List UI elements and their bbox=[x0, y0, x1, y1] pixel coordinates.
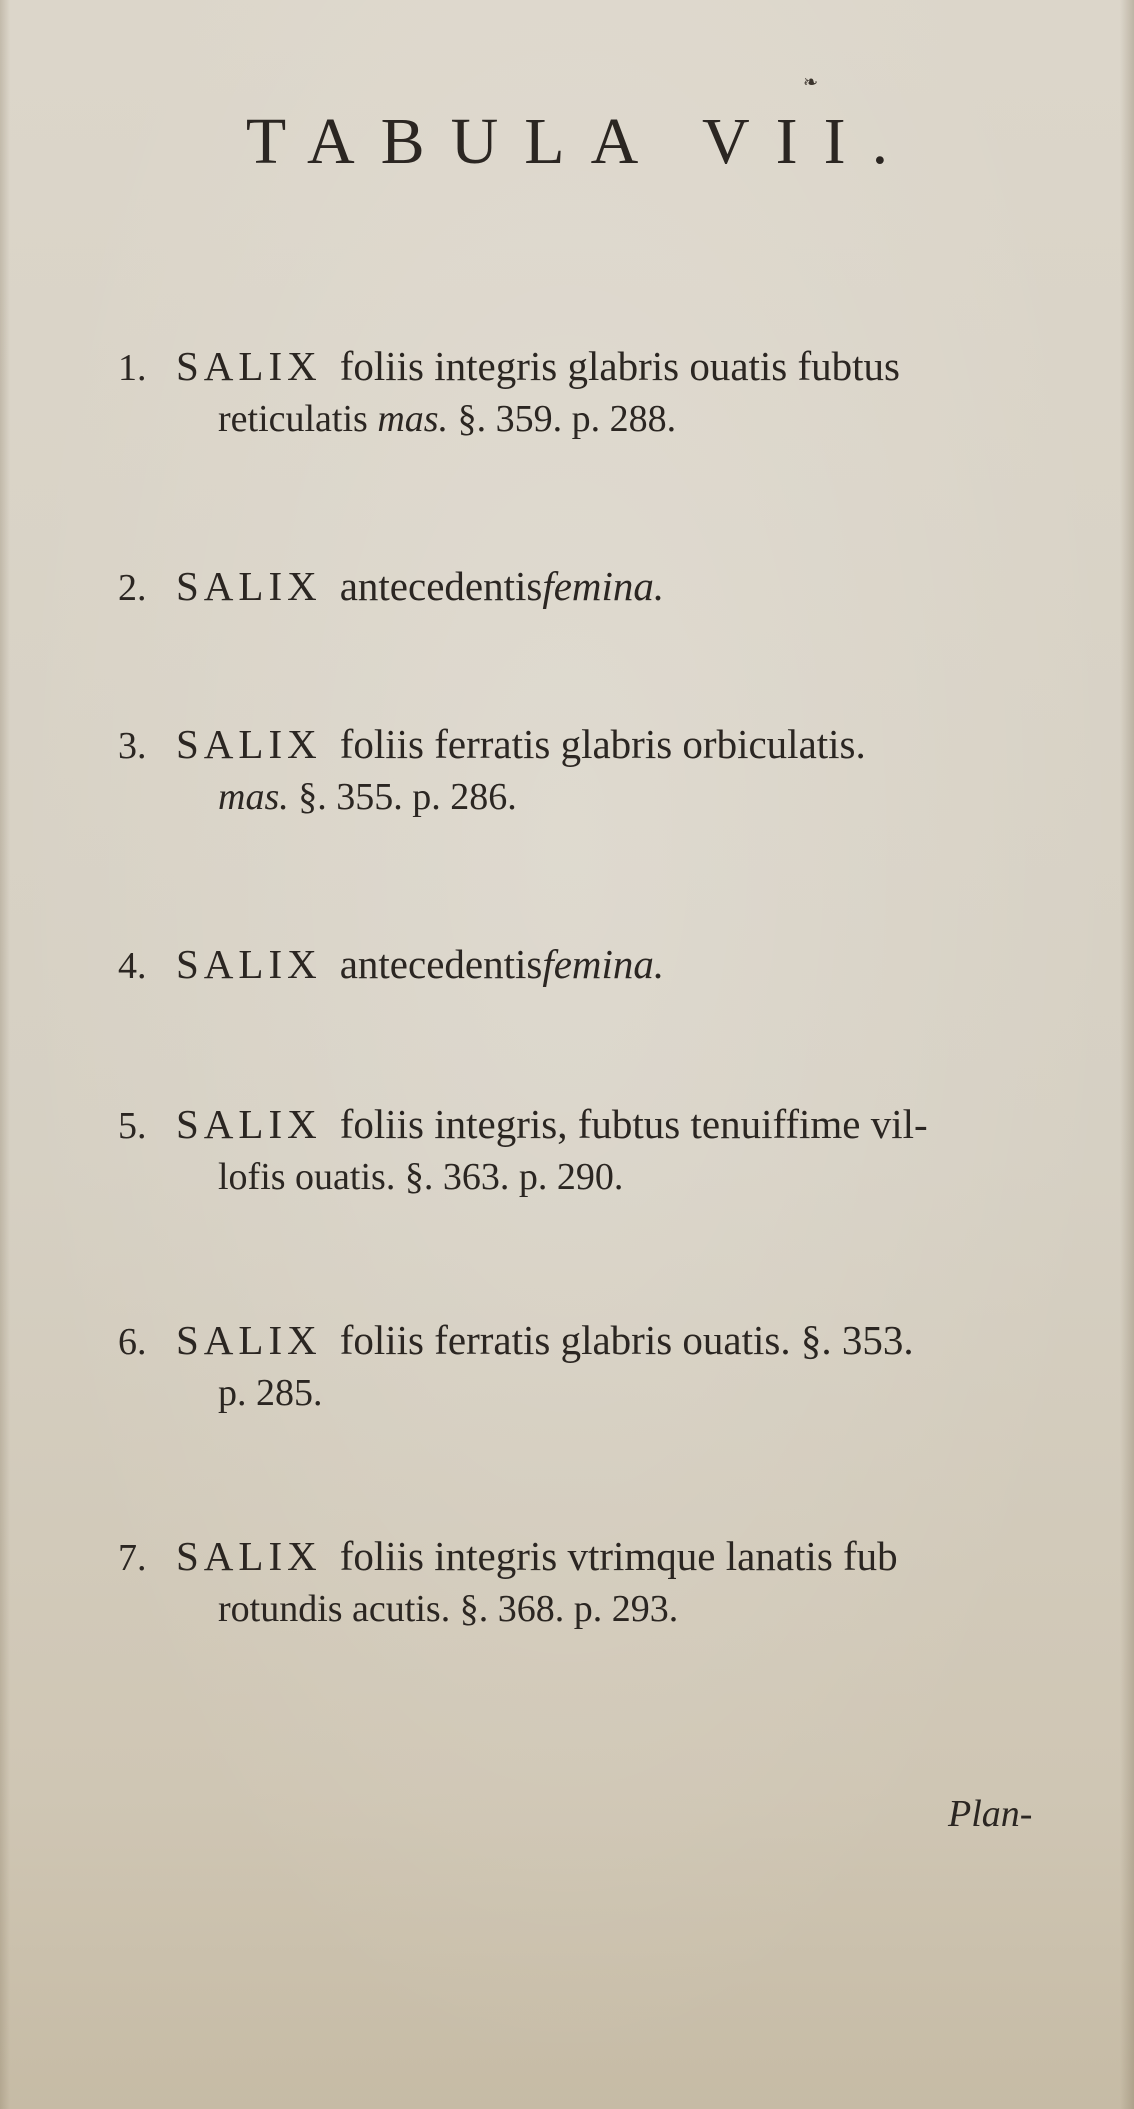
entry-description: antecedentis bbox=[339, 563, 543, 609]
entry-description: foliis ferratis glabris ouatis. §. 353. bbox=[339, 1317, 914, 1363]
page-title: TABULA VII. bbox=[245, 105, 915, 178]
entry-continuation: lofis ouatis. §. 363. p. 290. bbox=[218, 1156, 624, 1198]
entry-continuation: reticulatis bbox=[218, 398, 378, 440]
ornament: ❧ bbox=[803, 72, 819, 92]
list-item bbox=[118, 1314, 1058, 1418]
entry-reference: §. 355. p. 286. bbox=[288, 776, 517, 818]
entry-genus: SALIX bbox=[176, 941, 322, 987]
list-item bbox=[118, 340, 1058, 444]
entry-number: 4. bbox=[118, 945, 147, 987]
entry-genus: SALIX bbox=[176, 563, 322, 609]
entry-description: foliis ferratis glabris orbiculatis. bbox=[339, 721, 866, 767]
entry-continuation: p. 285. bbox=[218, 1372, 323, 1414]
entry-number: 6. bbox=[118, 1321, 147, 1363]
entry-number: 1. bbox=[118, 347, 147, 389]
list-item bbox=[118, 560, 1058, 614]
entry-number: 2. bbox=[118, 567, 147, 609]
list-item bbox=[118, 1098, 1058, 1202]
entry-number: 3. bbox=[118, 725, 147, 767]
entry-genus: SALIX bbox=[176, 1533, 322, 1579]
page-edge-right bbox=[1120, 0, 1134, 2109]
entry-number: 7. bbox=[118, 1537, 147, 1579]
entry-sex: femina. bbox=[542, 941, 665, 987]
catchword: Plan- bbox=[948, 1793, 1033, 1835]
entry-number: 5. bbox=[118, 1105, 147, 1147]
entry-description: foliis integris, fubtus tenuiffime vil- bbox=[339, 1101, 928, 1147]
entry-genus: SALIX bbox=[176, 721, 322, 767]
list-item bbox=[118, 718, 1058, 822]
entry-sex: femina. bbox=[542, 563, 665, 609]
entry-reference: §. 359. p. 288. bbox=[448, 398, 677, 440]
entry-description: antecedentis bbox=[339, 941, 543, 987]
list-item bbox=[118, 1530, 1058, 1634]
entry-sex: mas. bbox=[377, 398, 449, 440]
entry-description: foliis integris glabris ouatis fubtus bbox=[339, 343, 901, 389]
page-edge-left bbox=[0, 0, 10, 2109]
entry-genus: SALIX bbox=[176, 343, 322, 389]
entry-genus: SALIX bbox=[176, 1101, 322, 1147]
entry-genus: SALIX bbox=[176, 1317, 322, 1363]
entry-continuation: rotundis acutis. §. 368. p. 293. bbox=[218, 1588, 679, 1630]
list-item bbox=[118, 938, 1058, 992]
entry-sex: mas. bbox=[218, 776, 289, 818]
entry-description: foliis integris vtrimque lanatis fub bbox=[339, 1533, 898, 1579]
